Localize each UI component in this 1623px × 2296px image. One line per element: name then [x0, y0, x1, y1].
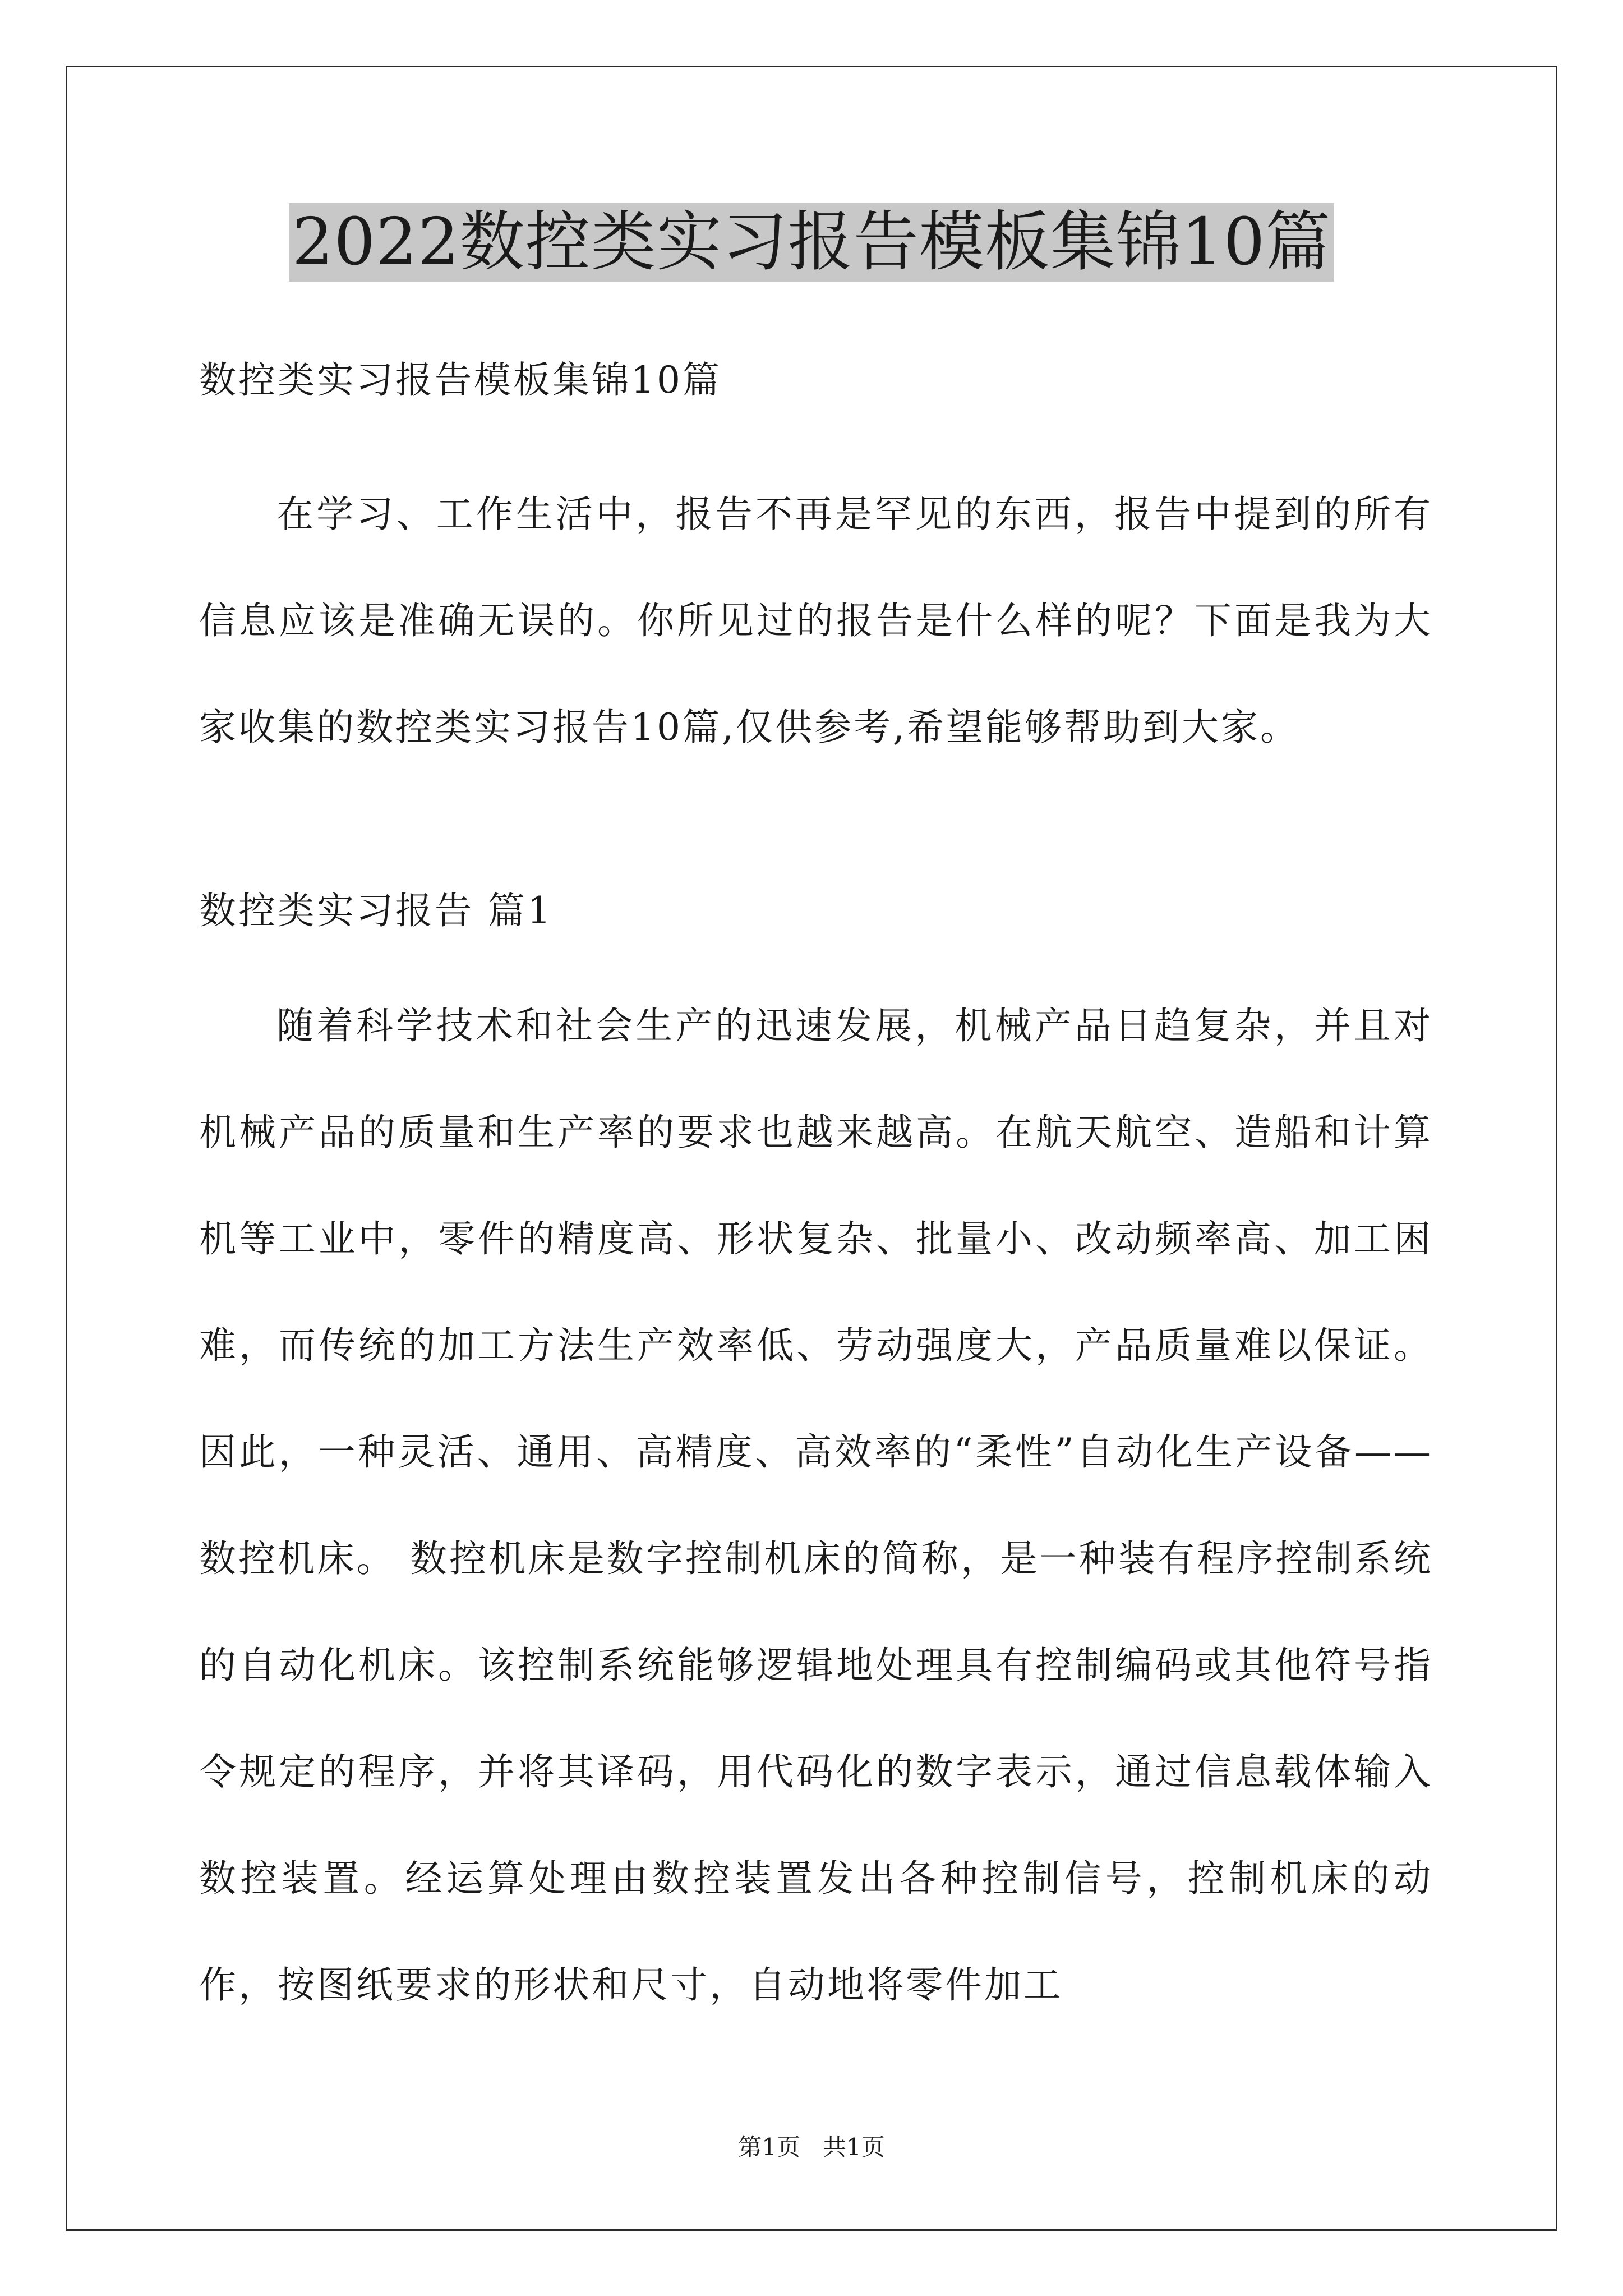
document-title-text: 2022数控类实习报告模板集锦10篇 — [289, 203, 1335, 282]
document-subtitle: 数控类实习报告模板集锦10篇 — [199, 358, 722, 402]
page-total: 共1页 — [823, 2133, 885, 2161]
page-number: 第1页 — [738, 2133, 800, 2161]
intro-paragraph: 在学习、工作生活中，报告不再是罕见的东西，报告中提到的所有信息应该是准确无误的。你所见过的报告是什么样的呢？下面是我为大家收集的数控类实习报告10篇,仅供参考,希望能够帮助到大家。 — [199, 493, 1433, 749]
document-title — [0, 203, 1623, 282]
section-paragraph: 随着科学技术和社会生产的迅速发展，机械产品日趋复杂，并且对机械产品的质量和生产率的要求也越来越高。在航天航空、造船和计算机等工业中，零件的精度高、形状复杂、批量小、改动频率高、加工困难，而传统的加工方法生产效率低、劳动强度大，产品质量难以保证。因此，一种灵活、通用、高精度、高效率的“柔性”自动化生产设备——数控机床。 数控机床是数字控制机床的简称，是一种装有程序控制系统的自动化机床。该控制系统能够逻辑地处理具有控制编码或其他符号指令规定的程序，并将其译码，用代码化的数字表示，通过信息载体输入数控装置。经运算处理由数控装置发出各种控制信号，控制机床的动作，按图纸要求的形状和尺寸，自动地将零件加工 — [199, 1004, 1433, 2007]
section-heading: 数控类实习报告 篇1 — [199, 889, 553, 932]
page-footer — [0, 2131, 1623, 2164]
